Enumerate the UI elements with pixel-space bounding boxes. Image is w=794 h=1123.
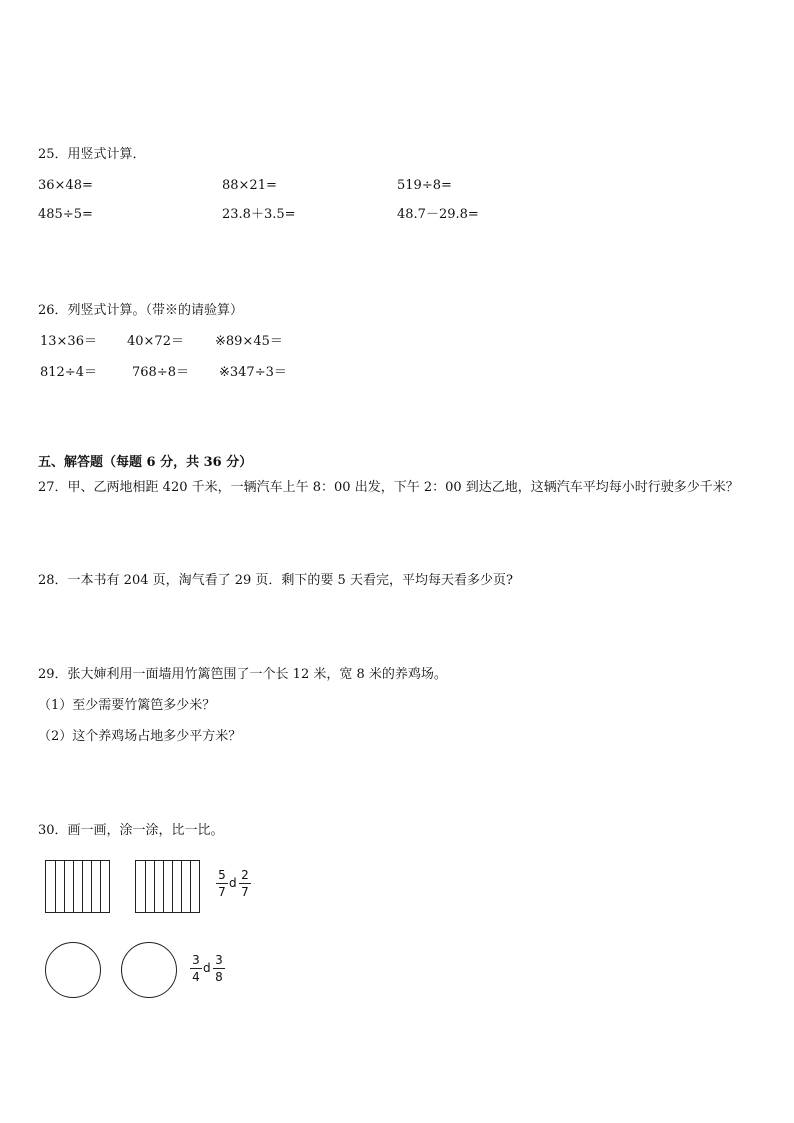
q25-title: 25．用竖式计算． xyxy=(38,147,146,162)
q26-item: 768÷8＝ xyxy=(132,365,189,380)
q25-item: 88×21= xyxy=(222,178,277,193)
q26-item: ※89×45＝ xyxy=(215,334,283,349)
rectangle-sevenths-1 xyxy=(45,860,110,913)
circle-2 xyxy=(121,942,177,998)
q28-text: 28．一本书有 204 页，淘气看了 29 页．剩下的要 5 天看完，平均每天看多少页? xyxy=(38,573,513,588)
compare-symbol: d xyxy=(203,961,211,975)
q25-item: 36×48= xyxy=(38,178,93,193)
fraction-b: 3 8 xyxy=(213,953,225,984)
compare-symbol: d xyxy=(229,876,237,890)
q26-title: 26．列竖式计算。（带※的请验算） xyxy=(38,303,244,318)
fraction-a: 3 4 xyxy=(190,953,202,984)
q25-item: 519÷8= xyxy=(397,178,452,193)
q25-item: 23.8＋3.5= xyxy=(222,207,296,222)
q26-item: 13×36＝ xyxy=(40,334,97,349)
circle-1 xyxy=(45,942,101,998)
q29-sub1: （1）至少需要竹篱笆多少米？ xyxy=(38,698,216,713)
q25-item: 48.7－29.8= xyxy=(397,207,479,222)
q26-item: 812÷4＝ xyxy=(40,365,97,380)
q29-text: 29．张大婶利用一面墙用竹篱笆围了一个长 12 米，宽 8 米的养鸡场。 xyxy=(38,667,447,682)
fraction-a: 5 7 xyxy=(216,868,228,899)
q25-item: 485÷5= xyxy=(38,207,93,222)
q27-text: 27．甲、乙两地相距 420 千米，一辆汽车上午 8：00 出发，下午 2：00 到达乙地，这辆汽车平均每小时行驶多少千米？ xyxy=(38,480,739,495)
section-heading: 五、解答题（每题 6 分，共 36 分） xyxy=(38,455,253,470)
rectangle-sevenths-2 xyxy=(135,860,200,913)
q30-text: 30．画一画，涂一涂，比一比。 xyxy=(38,823,224,838)
q26-item: 40×72＝ xyxy=(127,334,184,349)
q29-sub2: （2）这个养鸡场占地多少平方米？ xyxy=(38,729,242,744)
q26-item: ※347÷3＝ xyxy=(219,365,287,380)
fraction-b: 2 7 xyxy=(239,868,251,899)
